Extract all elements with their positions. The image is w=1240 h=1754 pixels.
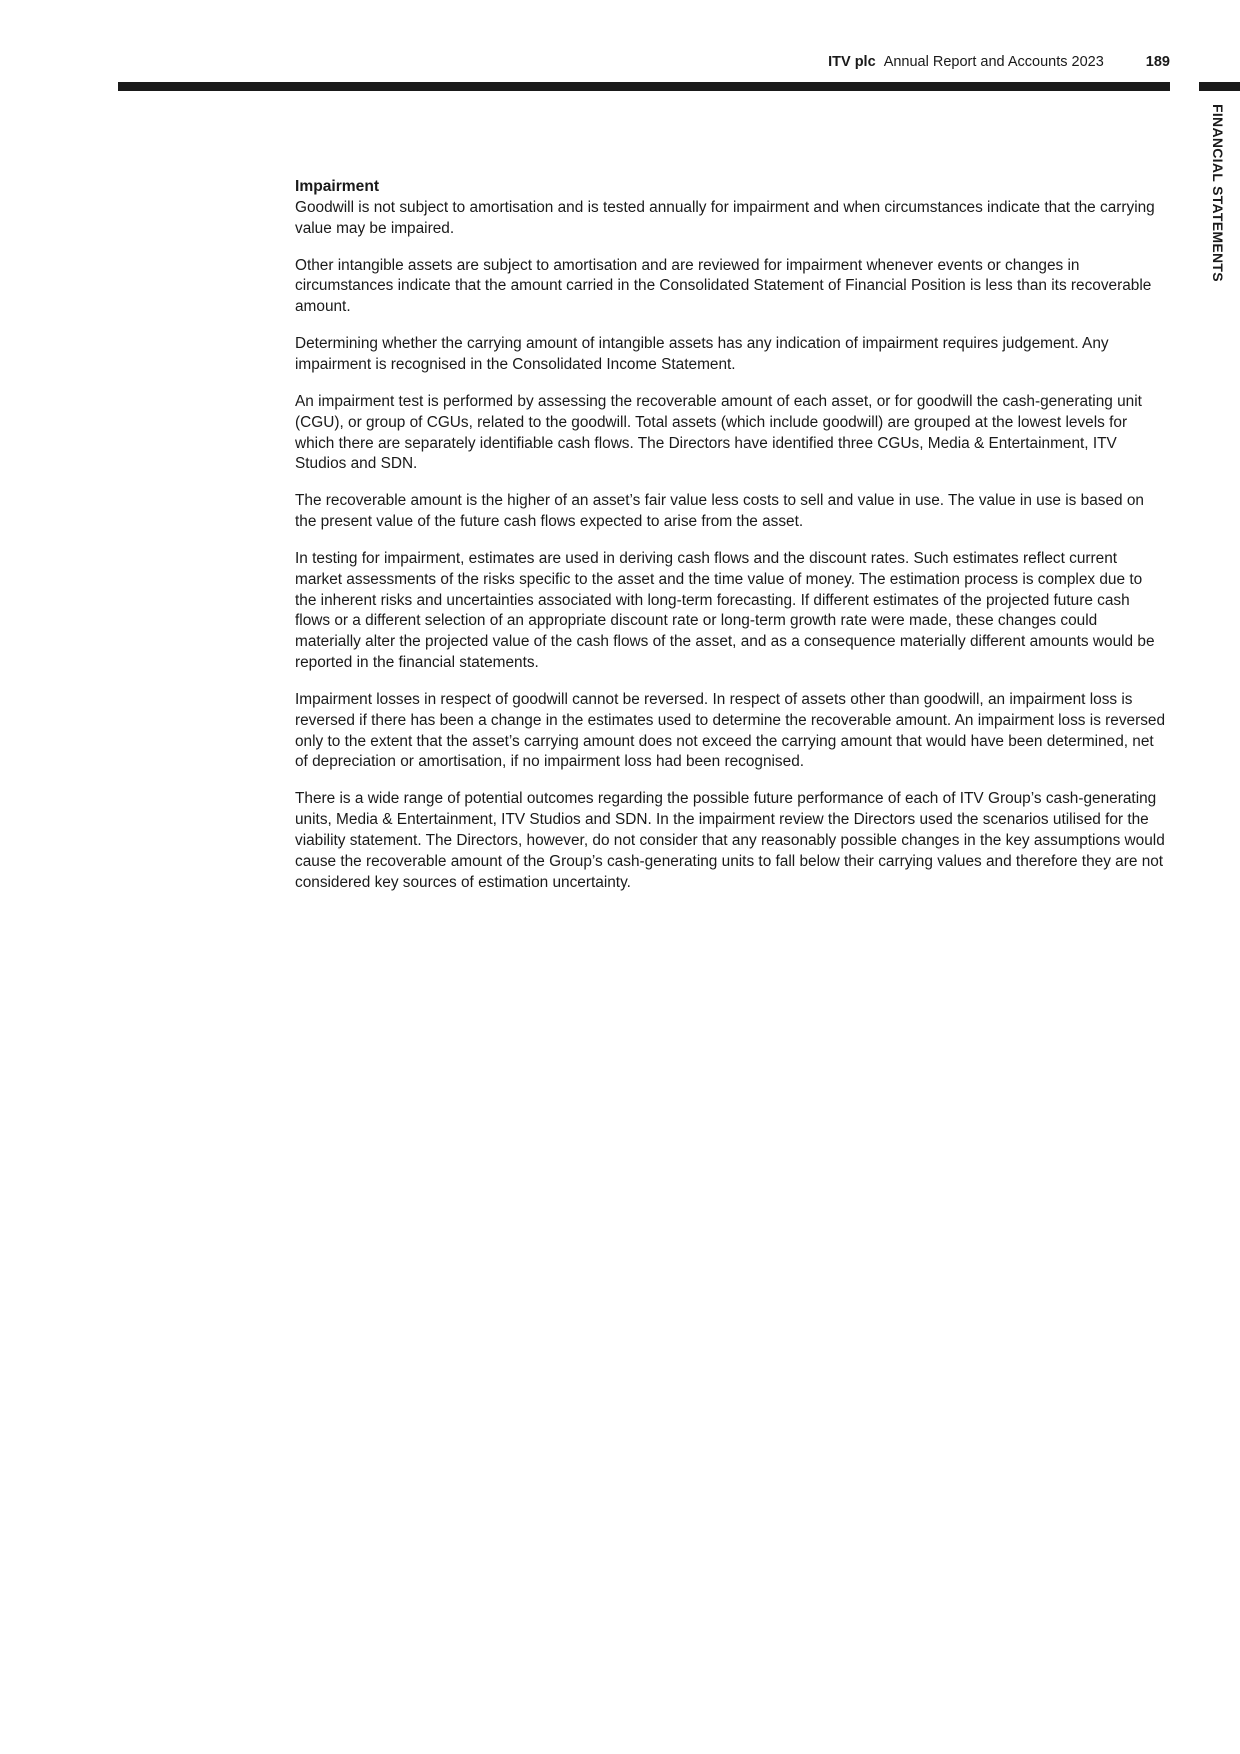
section-side-label: FINANCIAL STATEMENTS [1210, 104, 1226, 282]
brand-name: ITV plc [828, 54, 876, 70]
paragraph-impairment-test: An impairment test is performed by assessing the recoverable amount of each asset, or for goodwill the cash-generating unit (CGU), or group of CGUs, related to the goodwill. Total assets (which include goodwill) are grouped at the lowest levels for which there are separately identifiable cash flows. The Directors have identified three CGUs, Media & Entertainment, ITV Studios and SDN. [295, 392, 1142, 473]
header-rule [118, 82, 1170, 91]
paragraph-judgement: Determining whether the carrying amount of intangible assets has any indication of impairment requires judgement. Any impairment is recognised in the Consolidated Income Statement. [295, 335, 1109, 373]
paragraph-goodwill-testing: Goodwill is not subject to amortisation and is tested annually for impairment and when circumstances indicate that the carrying value may be impaired. [295, 198, 1155, 237]
section-heading: Impairment [295, 178, 380, 195]
paragraph-reversal: Impairment losses in respect of goodwill cannot be reversed. In respect of assets other than goodwill, an impairment loss is reversed if there has been a change in the estimates used to determine the recoverable amount. An impairment loss is reversed only to the extent that the asset’s carrying amount does not exceed the carrying amount that would have been determined, net of depreciation or amortisation, if no impairment loss had been recognised. [295, 691, 1166, 771]
paragraph-recoverable-amount: The recoverable amount is the higher of an asset’s fair value less costs to sell and value in use. The value in use is based on the present value of the future cash flows expected to arise from the asset. [295, 492, 1144, 531]
section-tab-bar [1199, 82, 1240, 91]
paragraph-estimates: In testing for impairment, estimates are used in deriving cash flows and the discount rates. Such estimates reflect current market assessments of the risks specific to the asset and the time value of money. The estimation process is complex due to the inherent risks and uncertainties associated with long-term forecasting. If different estimates of the projected future cash flows or a different selection of an appropriate discount rate or long-term growth rate were made, these changes could materially alter the projected value of the cash flows of the asset, and as a consequence materially different amounts would be reported in the financial statements. [295, 550, 1155, 672]
main-content [295, 177, 1167, 910]
report-title: Annual Report and Accounts 2023 [883, 54, 1104, 70]
paragraph-other-intangibles: Other intangible assets are subject to amortisation and are reviewed for impairment whenever events or changes in circumstances indicate that the amount carried in the Consolidated Statement of Financial Position is less than its recoverable amount. [295, 256, 1152, 316]
page-number: 189 [1145, 54, 1170, 70]
paragraph-outcomes: There is a wide range of potential outcomes regarding the possible future performance of each of ITV Group’s cash-generating units, Media & Entertainment, ITV Studios and SDN. In the impairment review the Directors used the scenarios utilised for the viability statement. The Directors, however, do not consider that any reasonably possible changes in the key assumptions would cause the recoverable amount of the Group’s cash-generating units to fall below their carrying values and therefore they are not considered key sources of estimation uncertainty. [295, 790, 1165, 891]
running-header [0, 52, 1170, 72]
